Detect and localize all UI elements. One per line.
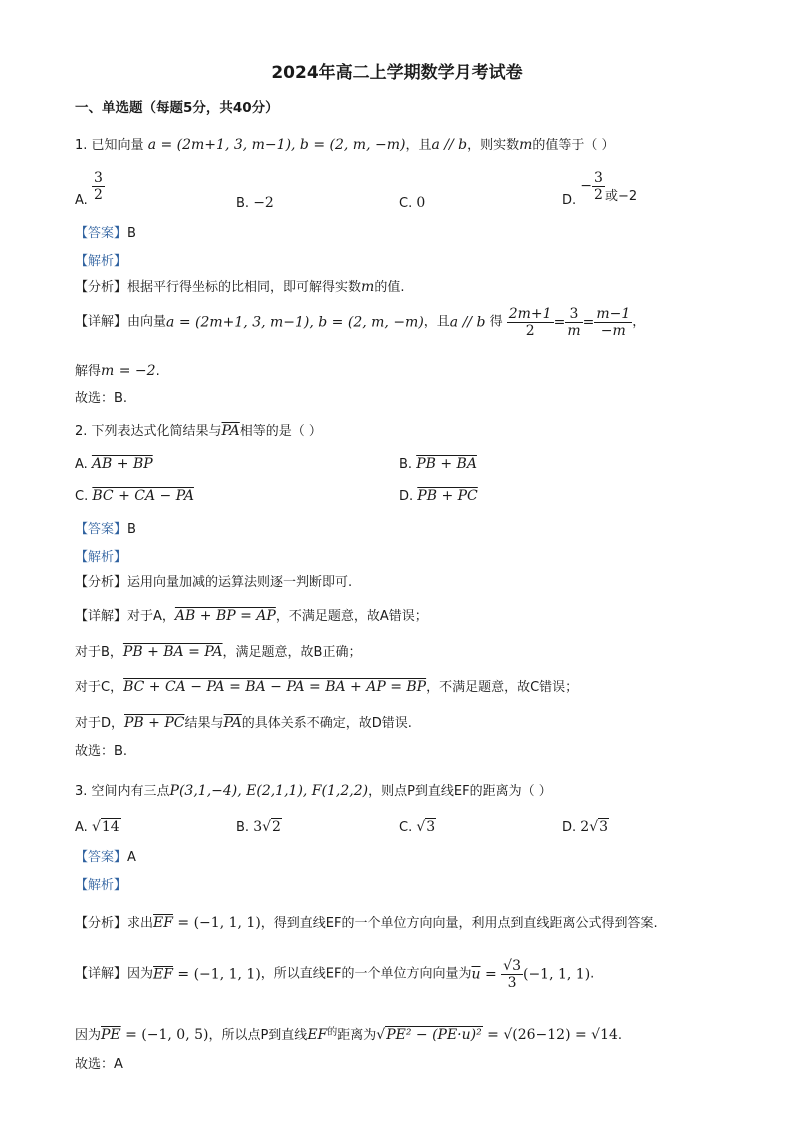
q2-xj-d-mid: 结果与 <box>184 716 224 731</box>
q2-xj-c-end: ，不满足题意，故C错误； <box>426 680 579 695</box>
q2-xj-b <box>75 643 361 662</box>
q3-opt-c-sqrt: √3 <box>416 819 436 835</box>
q2-opt-c-value: BC + CA − PA <box>92 488 194 504</box>
q3-opt-d-value: 3 <box>599 819 609 835</box>
q3-answer <box>75 846 136 865</box>
q2-opt-c-label: C. <box>75 489 89 504</box>
q2-xj-d-prefix: 对于D， <box>75 716 125 731</box>
q1-opt-a-fraction <box>92 170 105 203</box>
q2-xj-b-expr: PB + BA = PA <box>122 644 223 660</box>
q1-opt-a-label: A. <box>75 193 88 208</box>
q1-xj-f2-den: m <box>567 323 581 339</box>
q1-stem-prefix: 1. 已知向量 <box>75 138 144 153</box>
q1-answer-value: B <box>127 226 136 241</box>
q2-choice: 故选：B. <box>75 744 128 759</box>
q3-xj-prefix: 因为 <box>127 966 154 982</box>
q2-xj-c <box>75 678 578 697</box>
q1-opt-d-tail: 或−2 <box>604 189 638 204</box>
q1-xj-mid: ，且 <box>423 314 450 330</box>
q1-fenxi-text: 根据平行得坐标的比相同，即可解得实数 <box>127 280 362 295</box>
xiangjie-tag: 【详解】 <box>75 314 128 330</box>
q3-opt-b-coef: 3 <box>253 819 263 835</box>
q1-xj-prefix: 由向量 <box>127 314 167 330</box>
q2-opt-d-label: D. <box>399 489 414 504</box>
q3-stem-points: P(3,1,−4), E(2,1,1), F(1,2,2) <box>169 783 369 799</box>
q1-opt-d-sign: − <box>580 178 593 194</box>
page-title: 2024年高二上学期数学月考试卷 <box>271 63 523 83</box>
q2-analysis-tag: 【解析】 <box>75 550 128 565</box>
q1-solve-value: m = −2 <box>101 363 156 379</box>
q1-option-a <box>75 170 105 210</box>
q3-pe-vec: $\overline{PE}$ <box>101 1027 121 1043</box>
q3-opt-b-label: B. <box>236 820 250 835</box>
fenxi-tag: 【分析】 <box>75 916 128 931</box>
q3-stem-end: ，则点P到直线EF的距离为（ ） <box>368 784 552 799</box>
q2-xj-d <box>75 714 412 733</box>
q3-fenxi-end: ，得到直线EF的一个单位方向向量，利用点到直线距离公式得到答案. <box>260 916 658 931</box>
q2-opt-d-value: PB + PC <box>417 488 478 504</box>
q2-option-b <box>399 455 477 474</box>
q2-option-d <box>399 487 478 506</box>
q1-opt-a-num: 3 <box>93 170 103 186</box>
q3-opt-d-sqrt: 2√3 <box>580 819 609 835</box>
q1-stem-end: 的值等于（ ） <box>532 138 615 153</box>
q3-fenxi-val: = (−1, 1, 1) <box>172 915 261 931</box>
q1-option-b <box>236 194 274 213</box>
q3-opt-c-label: C. <box>399 820 413 835</box>
q2-opt-a-value: AB + BP <box>91 456 153 472</box>
q2-stem-vec: $\overline{PA}$ <box>221 423 240 439</box>
q3-xj-u-fraction <box>501 958 523 991</box>
q3-pe-result: = √(26−12) = √14 <box>482 1027 618 1043</box>
fenxi-tag: 【分析】 <box>75 280 128 295</box>
q1-xj-parallel: a // b <box>449 314 486 331</box>
q1-solve-prefix: 解得 <box>75 364 102 379</box>
q2-stem-end: 相等的是（ ） <box>239 424 322 439</box>
q1-xj-f1-num: 2m+1 <box>508 306 552 322</box>
q3-pe-formula: PE² − (PE·u)² <box>386 1027 482 1043</box>
q1-stem-mid: ，且 <box>405 138 432 153</box>
q2-xj-a <box>75 607 428 626</box>
q3-fenxi <box>75 914 658 933</box>
q1-opt-c-value: 0 <box>416 195 426 211</box>
q3-pe-dist: 距离为 <box>337 1028 377 1043</box>
q3-option-a <box>75 818 121 837</box>
q2-xj-d-vec: $\overline{PA}$ <box>223 715 242 731</box>
q3-choice: 故选：A <box>75 1057 123 1072</box>
q3-option-b <box>236 818 282 837</box>
section-heading: 一、单选题（每题5分，共40分） <box>75 100 279 116</box>
q1-solve <box>75 362 160 381</box>
q3-pe-mid: ，所以点P到直线 <box>208 1028 308 1043</box>
fenxi-tag: 【分析】 <box>75 575 128 590</box>
q1-xj-de: 得 <box>489 314 503 330</box>
q1-opt-d-den: 2 <box>594 187 603 203</box>
q3-xj-u-eq: = <box>480 966 502 983</box>
q3-stem-prefix: 3. 空间内有三点 <box>75 784 170 799</box>
q1-fenxi-end: 的值. <box>374 280 405 295</box>
q1-analysis-tag: 【解析】 <box>75 254 128 269</box>
q2-xj-a-prefix: 对于A， <box>127 609 175 624</box>
q1-opt-a-den: 2 <box>93 187 103 203</box>
q1-xj-vectors: a = (2m+1, 3, m−1), b = (2, m, −m) <box>166 314 424 331</box>
q2-xj-b-end: ，满足题意，故B正确； <box>222 645 362 660</box>
q1-option-c <box>399 194 425 213</box>
q3-opt-a-value: 14 <box>101 819 120 835</box>
q1-vectors: a = (2m+1, 3, m−1), b = (2, m, −m) <box>147 137 406 153</box>
q2-option-c <box>75 487 194 506</box>
q1-xj-eq1: = <box>553 314 566 331</box>
q1-xj-f3-den: −m <box>600 323 626 339</box>
q1-opt-b-label: B. <box>236 196 250 211</box>
q1-parallel: a // b <box>431 137 468 153</box>
q3-xj-vec: $\overline{EF}$ <box>153 966 173 983</box>
q3-pe-ef: EF <box>307 1027 328 1043</box>
q1-xj-f3-num: m−1 <box>596 306 631 322</box>
q3-xj-u-num: √3 <box>503 958 521 974</box>
q1-opt-d-num: 3 <box>594 170 603 186</box>
q3-analysis-tag: 【解析】 <box>75 878 128 893</box>
answer-tag: 【答案】 <box>75 850 128 865</box>
q1-opt-d-fraction <box>592 170 605 203</box>
q3-opt-b-value: 2 <box>272 819 281 835</box>
q3-xj-u: $\overline{u}$ <box>471 966 481 983</box>
q2-xj-b-prefix: 对于B， <box>75 645 123 660</box>
q1-xiangjie <box>75 306 645 339</box>
q1-stem <box>75 136 615 155</box>
q1-opt-d-label: D. <box>562 193 577 208</box>
q3-opt-a-label: A. <box>75 820 88 835</box>
q3-pe-val: = (−1, 0, 5) <box>120 1027 209 1043</box>
q1-opt-b-value: −2 <box>253 195 274 211</box>
q2-stem-prefix: 2. 下列表达式化简结果与 <box>75 424 222 439</box>
q3-opt-b-sqrt: 3√2 <box>253 819 281 835</box>
q2-xj-a-end: ，不满足题意，故A错误； <box>275 609 428 624</box>
q1-xj-f1-den: 2 <box>525 323 535 339</box>
q3-opt-d-coef: 2 <box>580 819 590 835</box>
q3-xj-u-den: 3 <box>507 975 517 991</box>
q2-xj-d-end: 的具体关系不确定，故D错误. <box>241 716 412 731</box>
q3-pe-line <box>75 1024 622 1045</box>
q2-answer-value: B <box>127 522 136 537</box>
q2-option-a <box>75 455 153 474</box>
q2-fenxi-text: 运用向量加减的运算法则逐一判断即可. <box>127 575 353 590</box>
q3-stem <box>75 782 552 801</box>
q2-fenxi <box>75 574 352 592</box>
xiangjie-tag: 【详解】 <box>75 966 128 982</box>
q1-xj-frac2 <box>565 306 582 339</box>
q1-choice: 故选：B. <box>75 391 128 406</box>
q1-stem-suffix: ，则实数 <box>467 138 520 153</box>
q3-option-d <box>562 818 609 837</box>
q3-xj-val: = (−1, 1, 1) <box>172 966 261 983</box>
answer-tag: 【答案】 <box>75 226 128 241</box>
answer-tag: 【答案】 <box>75 522 128 537</box>
q1-opt-c-label: C. <box>399 196 413 211</box>
q3-fenxi-vec: $\overline{EF}$ <box>153 915 173 931</box>
xiangjie-tag: 【详解】 <box>75 609 128 624</box>
q3-fenxi-prefix: 求出 <box>127 916 154 931</box>
q2-xj-c-prefix: 对于C， <box>75 680 124 695</box>
q3-opt-d-label: D. <box>562 820 577 835</box>
q2-xj-a-expr: AB + BP = AP <box>174 608 276 624</box>
q3-xiangjie <box>75 958 594 991</box>
q3-option-c <box>399 818 436 837</box>
q3-xj-mid: ，所以直线EF的一个单位方向向量为 <box>260 966 472 982</box>
q2-answer <box>75 518 136 537</box>
q1-var: m <box>519 137 533 153</box>
q1-xj-eq2: = <box>582 314 595 331</box>
q3-xj-end: . <box>590 966 595 982</box>
q3-xj-u-tail: (−1, 1, 1) <box>522 966 591 983</box>
q3-pe-end: . <box>617 1028 623 1043</box>
q3-answer-value: A <box>127 850 136 865</box>
q2-stem <box>75 422 322 441</box>
q1-xj-frac1 <box>507 306 554 339</box>
q1-xj-f2-num: 3 <box>565 306 582 323</box>
q1-option-d <box>562 170 637 210</box>
q1-xj-comma: ， <box>632 314 646 330</box>
q3-opt-a-sqrt: √14 <box>91 819 120 835</box>
q1-solve-end: . <box>155 364 160 379</box>
q3-pe-de: 的 <box>327 1027 338 1038</box>
q1-fenxi <box>75 278 404 297</box>
q3-pe-sqrt: √PE² − (PE·u)² <box>376 1027 482 1043</box>
q2-xj-c-expr: BC + CA − PA = BA − PA = BA + AP = BP <box>123 679 427 695</box>
q3-pe-prefix: 因为 <box>75 1028 102 1043</box>
q1-fenxi-var: m <box>361 279 375 295</box>
q2-opt-a-label: A. <box>75 457 88 472</box>
q2-opt-b-value: PB + BA <box>416 456 477 472</box>
q1-xj-frac3 <box>594 306 632 339</box>
q2-opt-b-label: B. <box>399 457 413 472</box>
q2-xj-d-expr: PB + PC <box>124 715 185 731</box>
q3-opt-c-value: 3 <box>426 819 436 835</box>
q1-answer <box>75 222 136 241</box>
